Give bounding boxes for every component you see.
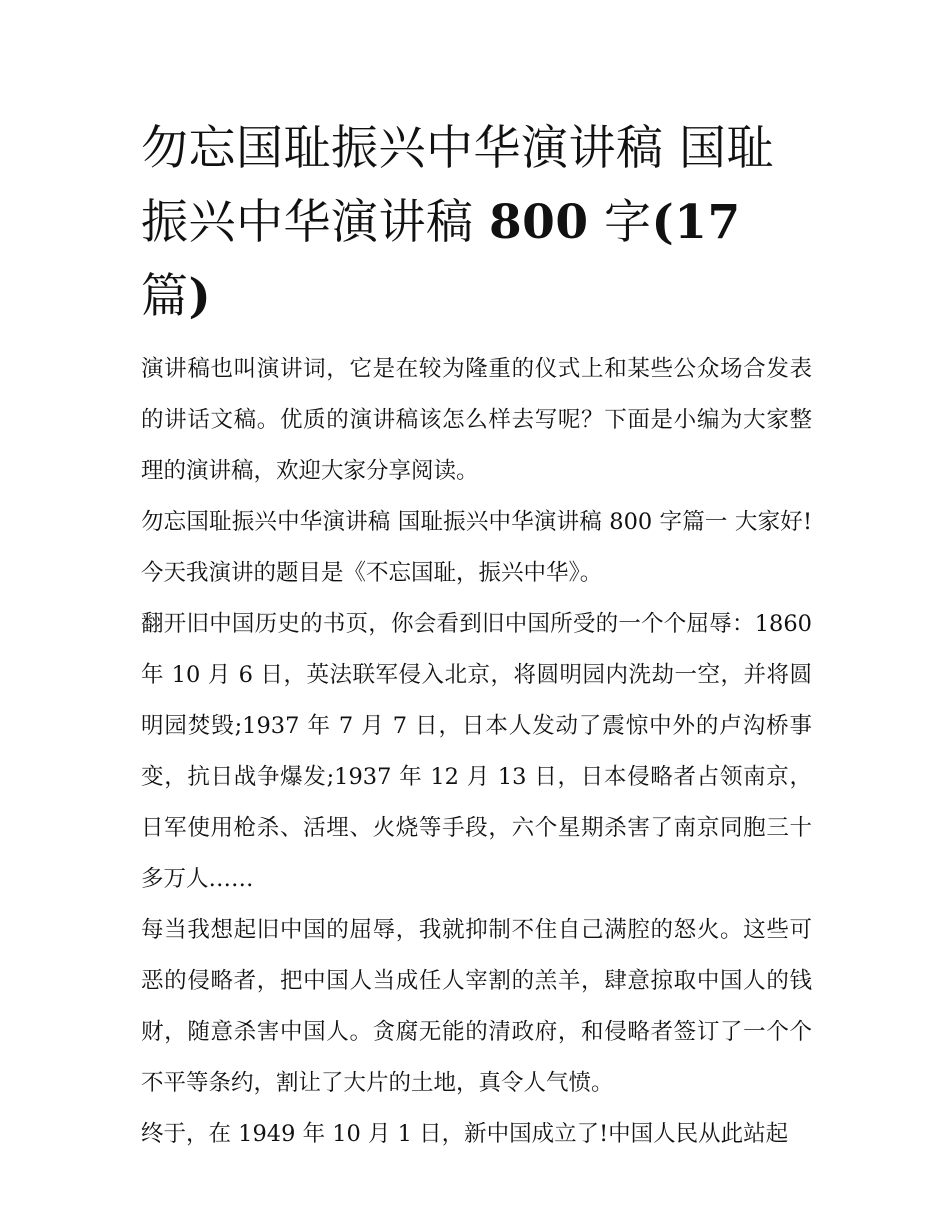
- title-line-2-prefix: 振兴中华演讲稿: [141, 195, 489, 250]
- title-line-2-end: 篇: [141, 269, 189, 324]
- document-title: [141, 112, 812, 334]
- paragraph-history: 翻开旧中国历史的书页，你会看到旧中国所受的一个个屈辱：1860 年 10 月 6 日，英法联军侵入北京，将圆明园内洗劫一空，并将圆明园焚毁;1937 年 7 月 7 日，日本人发动了震惊中外的卢沟桥事变，抗日战争爆发;1937 年 12 月 13 日，日本侵略者占领南京，日军使用枪杀、活埋、火烧等手段，六个星期杀害了南京同胞三十多万人……: [141, 611, 812, 892]
- title-line-2-mid: 字: [588, 195, 652, 250]
- title-line-1: 勿忘国耻振兴中华演讲稿 国耻: [141, 121, 774, 176]
- title-line-2-paren: (17: [651, 195, 741, 250]
- paragraph-anger: 每当我想起旧中国的屈辱，我就抑制不住自己满腔的怒火。这些可恶的侵略者，把中国人当成任人宰割的羔羊，肆意掠取中国人的钱财，随意杀害中国人。贪腐无能的清政府，和侵略者签订了一个个不平等条约，割让了大片的土地，真令人气愤。: [141, 917, 812, 1096]
- title-line-2-number: 800: [488, 195, 589, 250]
- paragraph-opening: 勿忘国耻振兴中华演讲稿 国耻振兴中华演讲稿 800 字篇一 大家好!今天我演讲的题目是《不忘国耻，振兴中华》。: [141, 509, 812, 586]
- title-line-2-close: ): [188, 269, 212, 324]
- paragraph-intro: 演讲稿也叫演讲词，它是在较为隆重的仪式上和某些公众场合发表的讲话文稿。优质的演讲稿该怎么样去写呢？下面是小编为大家整理的演讲稿，欢迎大家分享阅读。: [141, 356, 812, 484]
- paragraph-new-china: 终于，在 1949 年 10 月 1 日，新中国成立了!中国人民从此站起: [141, 1121, 789, 1147]
